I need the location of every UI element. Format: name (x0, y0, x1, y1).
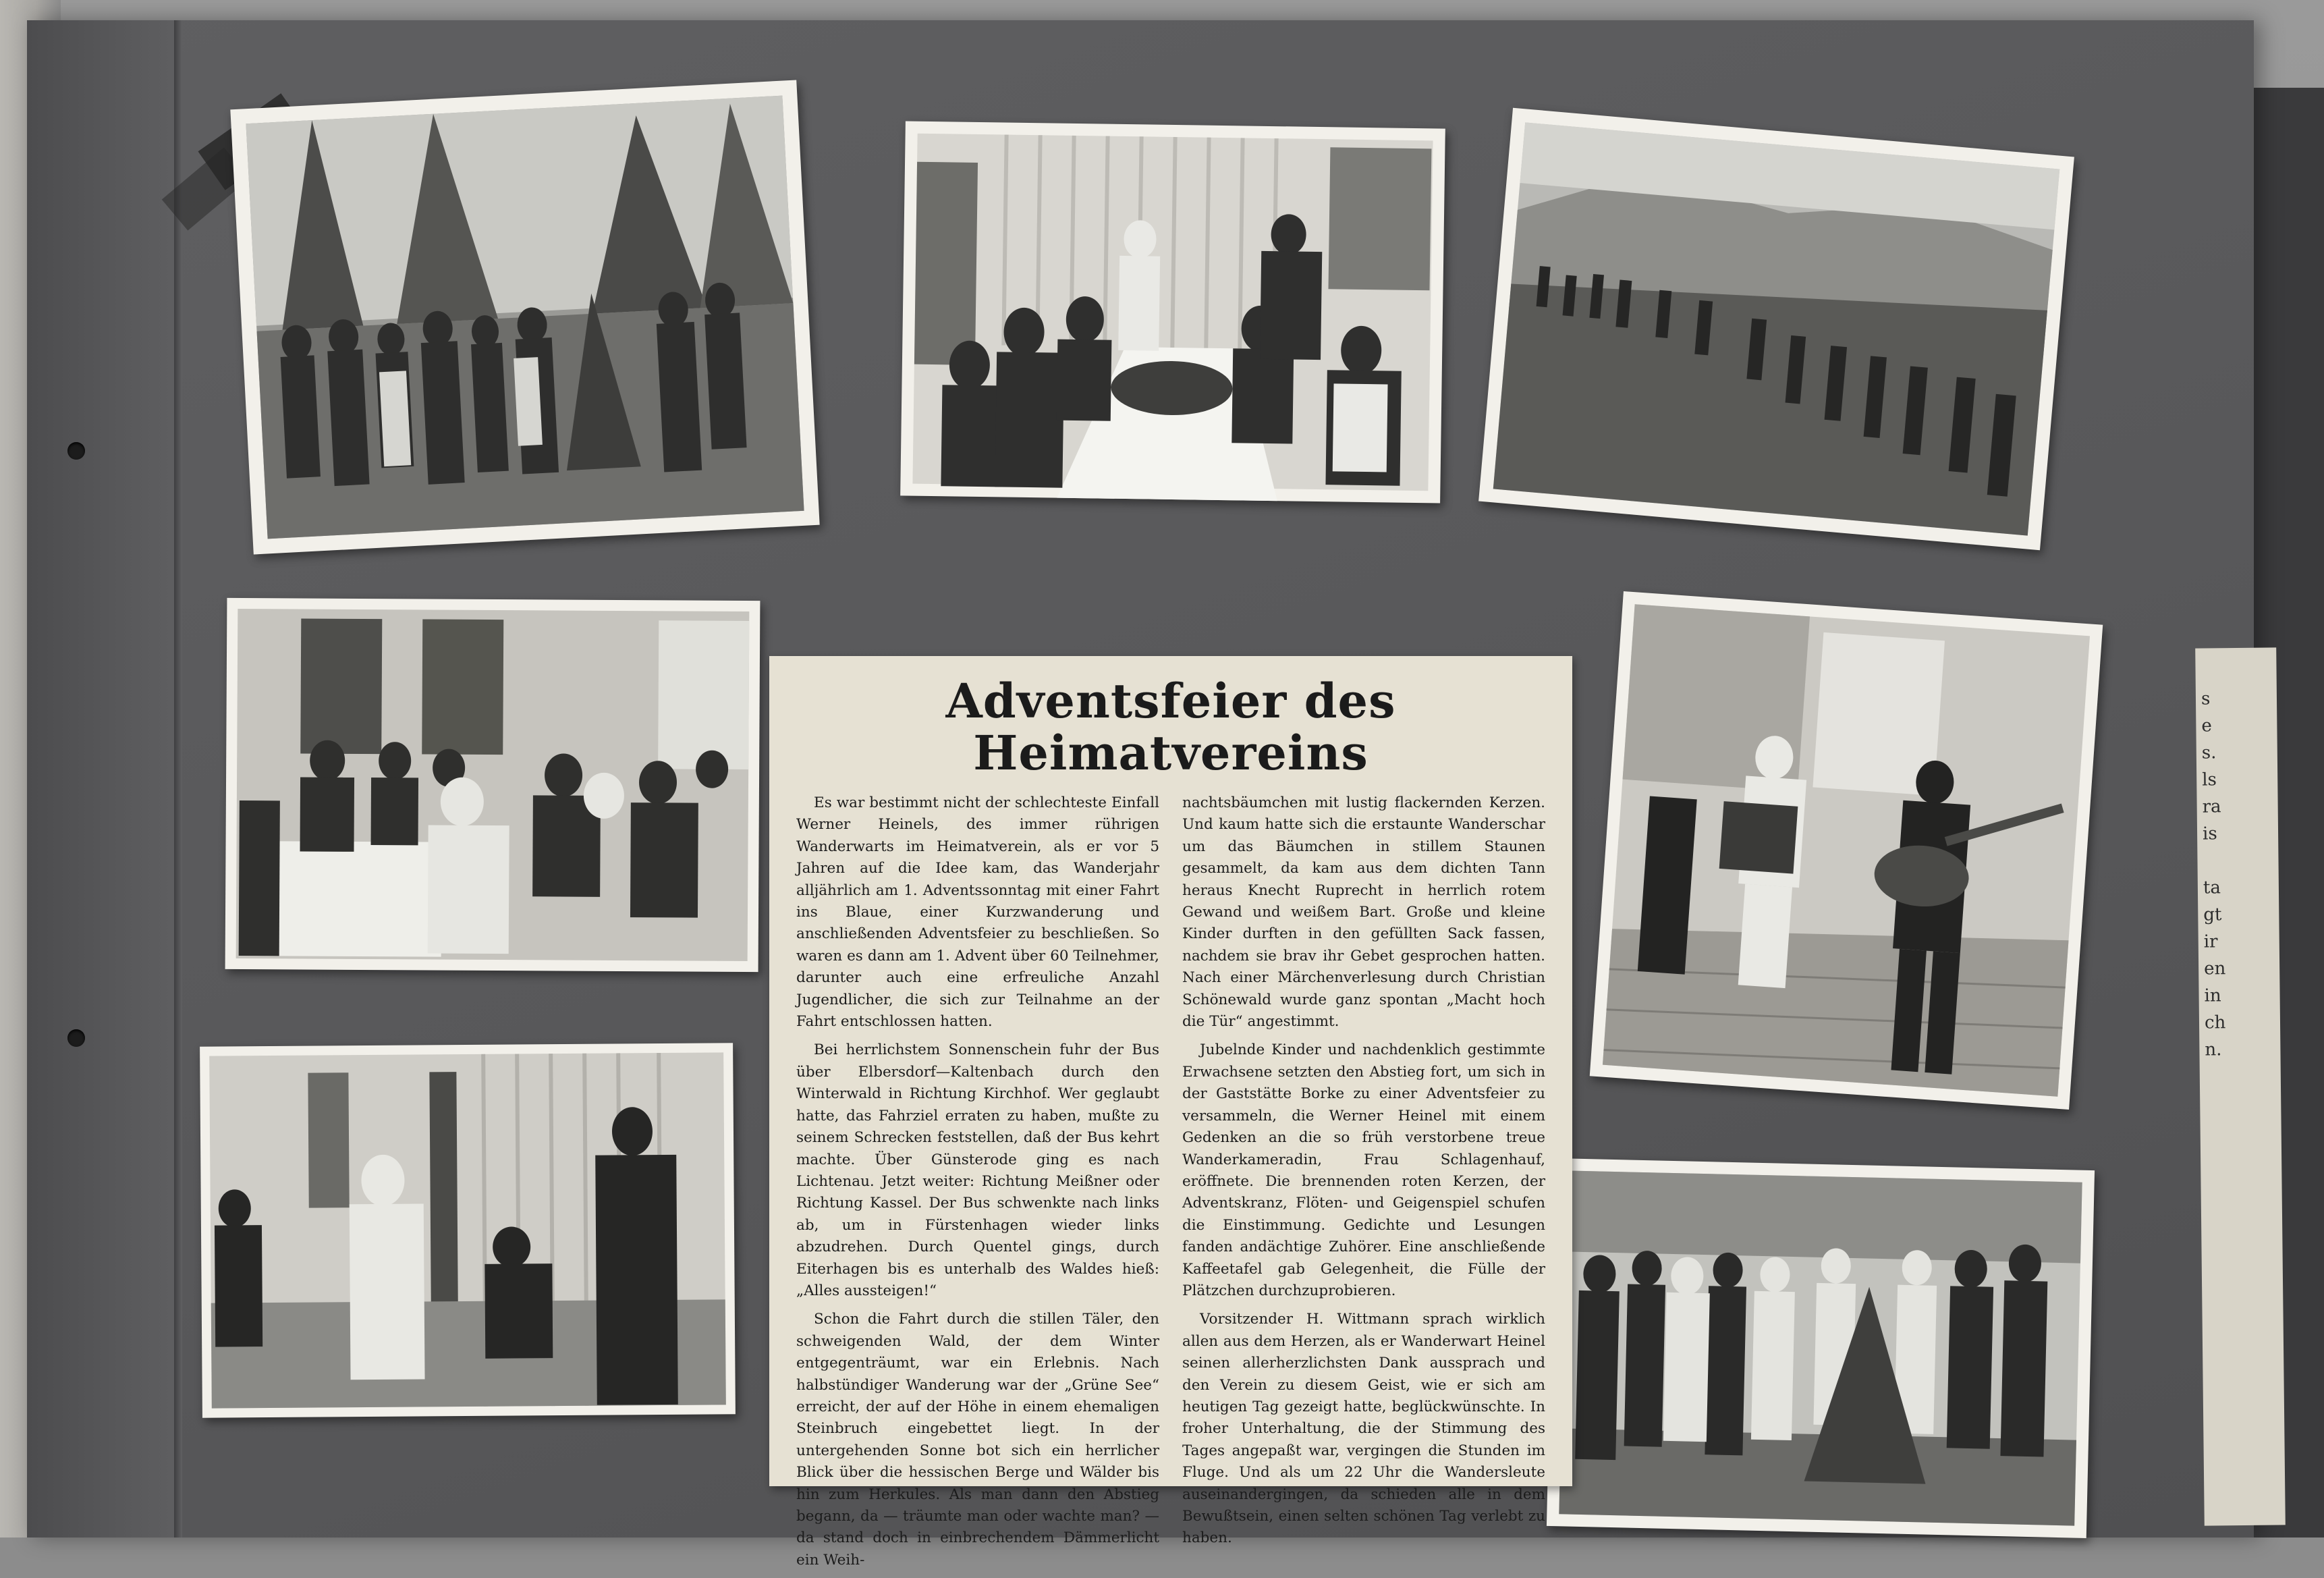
punch-hole (67, 442, 85, 460)
article-paragraph: Es war bestimmt nicht der schlechteste Einfall Werner Heinels, des immer rührigen Wanderwarts im Heimatverein, als er vor 5 Jahren auf die Idee kam, das Wanderjahr alljährlich am 1. Adventssonntag mit einer Fahrt ins Blaue, einer Kurzwanderung und anschließenden Adventsfeier zu beschließen. So waren es dann am 1. Advent über 60 Teilnehmer, darunter auch eine erfreuliche Anzahl Jugendlicher, die sich zur Teilnahme an der Fahrt entschlossen hatten. (796, 794, 1159, 1031)
photo-music-performance (1590, 591, 2103, 1110)
photo-forest-gathering (230, 80, 819, 554)
photo-hillside-hike (1478, 108, 2074, 551)
photo-advent-table (900, 121, 1445, 503)
spine-fold (174, 20, 182, 1538)
clip-fragment: ra (2202, 796, 2221, 817)
clip-fragment: is (2202, 823, 2217, 844)
article-column-right (1182, 792, 1545, 1556)
clip-fragment: ch (2204, 1012, 2226, 1033)
photo-forest-christmas-tree (1547, 1158, 2095, 1538)
article-paragraph: Schon die Fahrt durch die stillen Täler, den schweigenden Wald, der dem Winter entgegenträumt, war ein Erlebnis. Nach halbstündiger Wanderung war der „Grüne See“ erreicht, der auf der Höhe in einem ehemaligen Steinbruch eingebettet liegt. In der untergehenden Sonne bot sich ein herrlicher Blick über die hessischen Berge und Wälder bis hin zum Herkules. Als man dann den Abstieg begann, da — träumte man oder wachte man? — da stand doch in einbrechendem Dämmerlicht ein Weih- (796, 1311, 1159, 1569)
article-paragraph: nachtsbäumchen mit lustig flackernden Kerzen. Und kaum hatte sich die erstaunte Wanderschar um das Bäumchen in stillem Staunen gesammelt, da kam aus dem dichten Tann heraus Knecht Ruprecht in herrlich rotem Gewand und weißem Bart. Große und kleine Kinder durften in den gefüllten Sack fassen, nachdem sie brav ihr Gebet gesprochen hatten. Nach einer Märchenverlesung durch Christian Schönewald wurde ganz spontan „Macht hoch die Tür“ angestimmt. (1182, 794, 1545, 1031)
newspaper-clipping (769, 656, 1572, 1569)
album-spine (27, 20, 182, 1538)
clip-fragment: ls (2202, 769, 2217, 790)
photo-indoor-speech (200, 1043, 736, 1418)
punch-hole (67, 1029, 85, 1047)
clip-fragment: s. (2201, 742, 2217, 763)
photo-restaurant-gathering (225, 598, 760, 972)
article-columns (796, 792, 1545, 1578)
clip-fragment: ir (2203, 931, 2218, 952)
clip-fragment: in (2204, 985, 2221, 1006)
clip-fragment: e (2201, 715, 2212, 736)
clip-fragment: gt (2203, 904, 2222, 925)
clip-fragment: ta (2203, 877, 2221, 898)
clip-fragment: n. (2205, 1039, 2222, 1060)
article-column-left (796, 792, 1159, 1578)
edge-newspaper-clipping (2195, 647, 2286, 1525)
article-paragraph: Bei herrlichstem Sonnenschein fuhr der Bus über Elbersdorf—Kaltenbach durch den Winterwald in Richtung Kirchhof. Wer geglaubt hatte, das Fahrziel erraten zu haben, mußte zu seinem Schrecken feststellen, daß der Bus kehrt machte. Über Günsterode ging es nach Lichtenau. Jetzt weiter: Richtung Meißner oder Richtung Kassel. Der Bus schwenkte nach links ab, um in Fürstenhagen wieder links abzudrehen. Durch Quentel gings, durch Eiterhagen bis es unterhalb des Waldes hieß: „Alles aussteigen!“ (796, 1041, 1159, 1299)
clip-fragment: s (2201, 688, 2211, 709)
clip-fragment: en (2204, 958, 2226, 979)
article-paragraph: Jubelnde Kinder und nachdenklich gestimmte Erwachsene setzten den Abstieg fort, um sich in der Gaststätte Borke zu einer Adventsfeier zu versammeln, die Werner Heinel mit einem Gedenken an die so früh verstorbene treue Wanderkameradin, Frau Schlagenhauf, eröffnete. Die brennenden roten Kerzen, der Adventskranz, Flöten- und Geigenspiel schufen die Einstimmung. Gedichte und Lesungen fanden andächtige Zuhörer. Eine anschließende Kaffeetafel gab Gelegenheit, die Fülle der Plätzchen durchzuprobieren. (1182, 1041, 1545, 1299)
article-title: Adventsfeier des Heimatvereins (945, 673, 1396, 781)
article-paragraph: Vorsitzender H. Wittmann sprach wirklich allen aus dem Herzen, als er Wanderwart Heinel seinen allerherzlichsten Dank aussprach und den Verein zu diesem Geist, wie er sich am heutigen Tag gezeigt hatte, beglückwünschte. In froher Unterhaltung, die der Stimmung des Tages angepaßt war, vergingen die Stunden im Fluge. Und als um 22 Uhr die Wandersleute auseinandergingen, da schieden alle in dem Bewußtsein, einen selten schönen Tag verlebt zu haben. (1182, 1311, 1545, 1547)
